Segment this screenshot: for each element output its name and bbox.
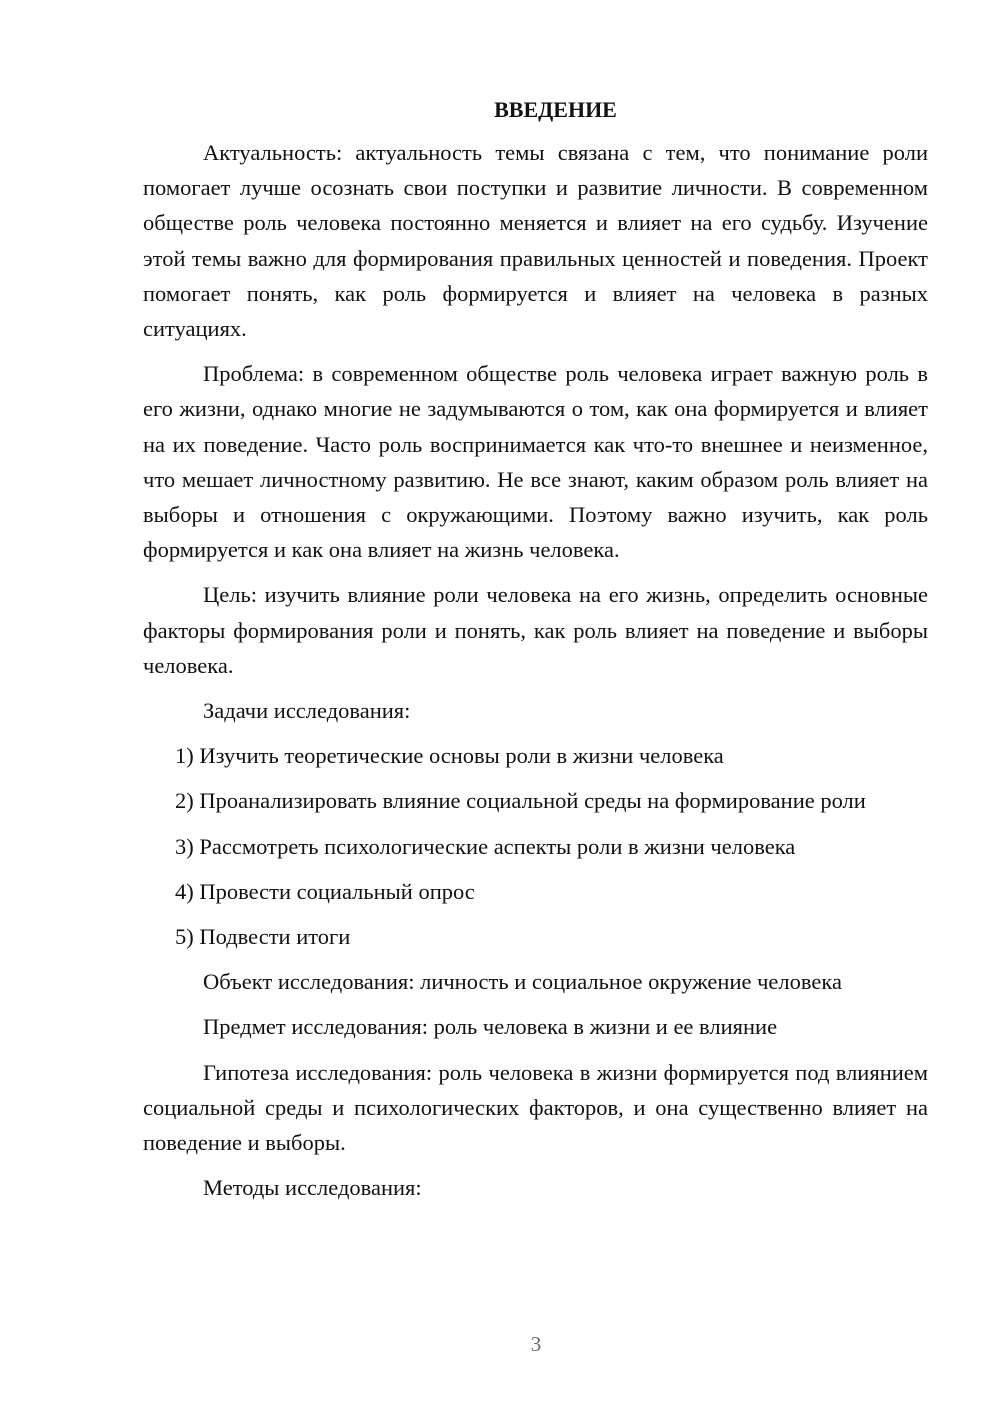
document-body xyxy=(143,92,928,1215)
page-number: 3 xyxy=(530,1332,542,1356)
problem-paragraph: Проблема: в современном обществе роль человека играет важную роль в его жизни, однако многие не задумываются о том, как она формируется и влияет на их поведение. Часто роль воспринимается как что-то внешнее и неизменное, что мешает личностному развитию. Не все знают, каким образом роль влияет на выборы и отношения с окружающими. Поэтому важно изучить, как роль формируется и как она влияет на жизнь человека. xyxy=(143,361,928,563)
tasks-heading: Задачи исследования: xyxy=(203,698,411,724)
hypothesis-paragraph: Гипотеза исследования: роль человека в жизни формируется под влиянием социальной среды и психологических факторов, и она существенно влияет на поведение и выборы. xyxy=(143,1059,928,1156)
goal-paragraph: Цель: изучить влияние роли человека на его жизнь, определить основные факторы формирования роли и понять, как роль влияет на поведение и выборы человека. xyxy=(143,582,928,678)
subject-line: Предмет исследования: роль человека в жизни и ее влияние xyxy=(203,1014,778,1040)
object-line: Объект исследования: личность и социальное окружение человека xyxy=(203,969,842,995)
task-item-1: 1) Изучить теоретические основы роли в жизни человека xyxy=(175,743,724,769)
task-item-3: 3) Рассмотреть психологические аспекты роли в жизни человека xyxy=(175,833,796,859)
relevance-paragraph: Актуальность: актуальность темы связана с тем, что понимание роли помогает лучше осознать свои поступки и развитие личности. В современном обществе роль человека постоянно меняется и влияет на его судьбу. Изучение этой темы важно для формирования правильных ценностей и поведения. Проект помогает понять, как роль формируется и влияет на человека в разных ситуациях. xyxy=(143,140,928,342)
page-title: ВВЕДЕНИЕ xyxy=(494,97,617,122)
task-item-4: 4) Провести социальный опрос xyxy=(175,878,475,904)
methods-heading: Методы исследования: xyxy=(203,1175,422,1201)
task-item-2: 2) Проанализировать влияние социальной среды на формирование роли xyxy=(175,788,866,814)
task-item-5: 5) Подвести итоги xyxy=(175,924,351,950)
